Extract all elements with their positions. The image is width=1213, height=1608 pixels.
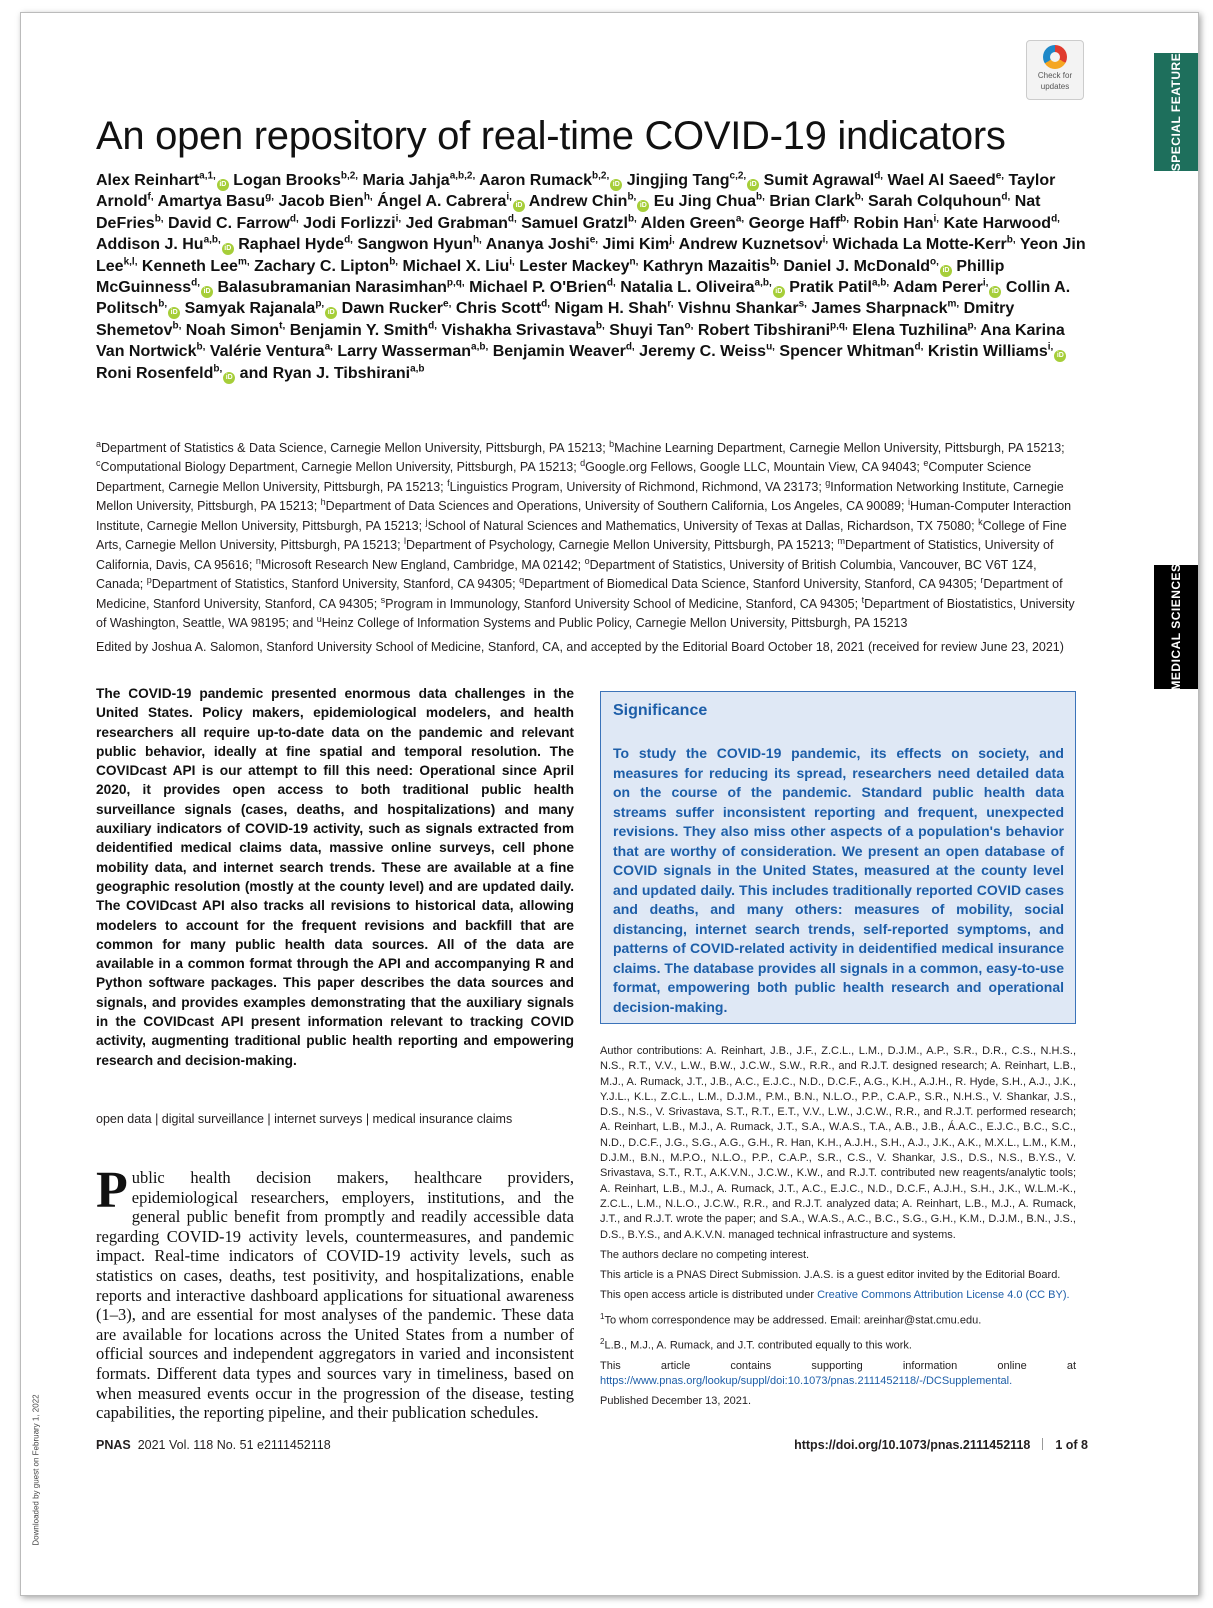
author-affil-sup: i, <box>395 213 402 225</box>
author-affil-sup: p,q, <box>446 277 465 289</box>
author-name-text: Addison J. Hu <box>96 236 204 254</box>
affil-letter: r <box>980 575 984 586</box>
affil-letter: a <box>96 439 102 449</box>
author-name-text: Dawn Rucker <box>337 300 444 318</box>
orcid-icon[interactable]: iD <box>325 307 337 319</box>
author-name-text: Ana Karina Van Nortwick <box>96 321 1065 361</box>
competing-interest: The authors declare no competing interest. <box>600 1248 810 1261</box>
special-feature-label: SPECIAL FEATURE <box>1169 52 1183 172</box>
affil-sep: ; <box>916 460 924 475</box>
author-name-text: Collin A. Politsch <box>96 279 1071 318</box>
author-affil-sup: u, <box>766 341 775 353</box>
author-name-text: Michael P. O'Brien <box>464 279 607 297</box>
footer-divider <box>1042 1438 1043 1450</box>
published-date: Published December 13, 2021. <box>600 1395 752 1408</box>
affil-letter: g <box>825 477 831 488</box>
drop-cap: P <box>96 1162 128 1219</box>
medical-sciences-label: MEDICAL SCIENCES <box>1169 563 1183 691</box>
author-affil-sup: a, <box>735 213 745 225</box>
affil-letter: l <box>404 536 407 547</box>
author-name-text: Kate Harwood <box>939 214 1052 232</box>
affil-letter: k <box>978 516 983 527</box>
author-name-text: Vishnu Shankar <box>673 300 799 318</box>
author-affil-sup: a,1, <box>199 170 216 182</box>
affil-letter: m <box>837 536 846 547</box>
author-affil-sup: e, <box>589 234 599 246</box>
journal-name: PNAS <box>96 1438 131 1452</box>
author-name-text: Zachary C. Lipton <box>249 257 390 275</box>
author-affil-sup: a, <box>324 341 333 353</box>
affil-text: Computer Science Department, Carnegie Mellon University, Pittsburgh, PA 15213 <box>96 460 1032 495</box>
supp-prefix: This article contains supporting information online at <box>600 1359 1076 1372</box>
orcid-icon[interactable]: iD <box>610 179 622 191</box>
body-text <box>96 1162 574 1423</box>
orcid-icon[interactable]: iD <box>217 179 229 191</box>
author-name-text: Benjamin Weaver <box>488 343 626 361</box>
note-text: To whom correspondence may be addressed. Email: areinhar@stat.cmu.edu. <box>604 1314 982 1327</box>
author-name-text: Sumit Agrawal <box>759 172 875 189</box>
citation-text: 2021 Vol. 118 No. 51 e2111452118 <box>137 1438 331 1452</box>
author-name-text: Chris Scott <box>451 300 542 318</box>
affil-letter: s <box>380 594 386 605</box>
article-title: An open repository of real-time COVID-19 indicators <box>96 114 1006 158</box>
author-affil-sup: i, <box>1047 341 1054 353</box>
download-note-text: Downloaded by guest on February 1, 2022 <box>31 1394 41 1546</box>
medical-sciences-tab <box>1154 565 1198 689</box>
affil-text: Google.org Fellows, Google LLC, Mountain View, CA 94043 <box>585 460 917 475</box>
significance-box <box>600 691 1076 1024</box>
affil-sep: ; <box>577 557 585 572</box>
affil-text: Department of Data Sciences and Operations, University of Southern California, Los Angeles, CA 90089 <box>325 499 901 514</box>
orcid-icon[interactable]: iD <box>513 200 525 212</box>
author-affil-sup: b,2, <box>592 170 610 182</box>
author-affil-sup: b, <box>854 192 864 204</box>
author-name-text: Elena Tuzhilina <box>847 321 968 339</box>
author-name-text: Raphael Hyde <box>233 236 345 254</box>
download-note <box>30 1390 42 1550</box>
orcid-icon[interactable]: iD <box>222 243 234 255</box>
author-name-text: Pratik Patil <box>784 279 872 297</box>
author-name-text: Alex Reinhart <box>96 172 200 189</box>
page-number: 1 of 8 <box>1055 1438 1088 1452</box>
orcid-icon[interactable]: iD <box>201 286 213 298</box>
author-name-text: Aaron Rumack <box>475 172 593 189</box>
author-name-text: Roni Rosenfeld <box>96 364 214 382</box>
author-name-text: Valérie Ventura <box>205 343 325 361</box>
author-name-text: Daniel J. McDonald <box>778 257 931 275</box>
author-affil-sup: b, <box>840 213 850 225</box>
author-name-text: Ángel A. Cabrera <box>372 193 507 211</box>
author-name-text: Amartya Basu <box>153 193 266 211</box>
significance-title: Significance <box>613 702 708 719</box>
orcid-icon[interactable]: iD <box>940 265 952 277</box>
author-affil-sup: i, <box>509 256 515 268</box>
author-affil-sup: d, <box>191 277 201 289</box>
author-name-text: Vishakha Srivastava <box>437 321 596 339</box>
direct-submission: This article is a PNAS Direct Submission. J.A.S. is a guest editor invited by the Editorial Board. <box>600 1269 1061 1282</box>
keywords: open data | digital surveillance | internet surveys | medical insurance claims <box>96 1112 513 1126</box>
author-affil-sup: a,b <box>410 363 425 375</box>
affil-sep: ; <box>512 577 520 592</box>
affil-letter: d <box>580 458 586 469</box>
affil-text: Department of Psychology, Carnegie Mellon University, Pittsburgh, PA 15213 <box>406 538 831 553</box>
author-name-text: Kenneth Lee <box>137 257 238 275</box>
affil-letter: c <box>96 458 101 469</box>
author-name-text: Logan Brooks <box>228 172 341 189</box>
author-name-text: Jingjing Tang <box>622 172 730 189</box>
affil-sep: ; <box>1061 441 1065 456</box>
author-name-text: Shuyi Tan <box>604 321 685 339</box>
author-name-text: Jacob Bien <box>274 193 364 211</box>
author-name-text: Maria Jahja <box>358 172 450 189</box>
affil-text: Heinz College of Information Systems and Public Policy, Carnegie Mellon University, Pittsburgh, PA 15213 <box>321 616 908 631</box>
author-affil-sup: d, <box>606 277 616 289</box>
body-paragraph: ublic health decision makers, healthcare providers, epidemiological researchers, employers, institutions, and the general public benefit from promptly and readily accessible data regarding COVID-19 activity levels, countermeasures, and pandemic impact. Real-time indicators of COVID-19 activity levels, such as statistics on cases, deaths, test positivity, and hospitalizations, enable reports and interactive dashboard applications for situational awareness (1–3), and are essential for most analyses of the pandemic. These data are available for locations across the United States from a number of official sources and independent aggregators in varied and inconsistent formats. Different data types and sources vary in timeliness, based on when measured events occur in the progression of the disease, testing capabilities, the reporting pipeline, and their publication schedules. <box>96 1168 574 1423</box>
affil-letter: n <box>255 555 261 566</box>
affil-letter: e <box>923 458 929 469</box>
affil-sep: ; <box>139 577 147 592</box>
author-name-text: Samuel Gratzl <box>516 214 628 232</box>
author-affil-sup: d, <box>428 320 437 332</box>
author-affil-sup: e, <box>443 299 452 311</box>
author-affil-sup: i, <box>933 213 940 225</box>
check-for-updates-badge[interactable] <box>1026 40 1084 100</box>
orcid-icon[interactable]: iD <box>773 286 785 298</box>
badge-line-1: Check for <box>1037 71 1073 80</box>
affil-sep: ; <box>854 596 862 611</box>
author-affil-sup: p,q, <box>830 320 848 332</box>
author-name-text: Andrew Kuznetsov <box>674 236 823 254</box>
affil-sep: ; <box>313 499 321 514</box>
affil-text: College of Fine Arts, Carnegie Mellon University, Pittsburgh, PA 15213 <box>96 518 1067 553</box>
author-name-text: Dmitry Shemetov <box>96 300 1015 339</box>
author-affil-sup: d, <box>541 299 551 311</box>
affil-sep: ; <box>901 499 908 514</box>
abstract: The COVID-19 pandemic presented enormous data challenges in the United States. Policy makers, epidemiological modelers, and health researchers all require up-to-date data on the pandemic and relevant public behavior, ideally at fine spatial and temporal resolution. The COVIDcast API is our attempt to fill this need: Operational since April 2020, it provides open access to both traditional public health surveillance signals (cases, deaths, and hospitalizations) and many auxiliary indicators of COVID-19 activity, such as signals extracted from deidentified medical claims data, massive online surveys, cell phone mobility data, and internet search trends. These are available at a fine geographic resolution (mostly at the county level) and are updated daily. The COVIDcast API also tracks all revisions to historical data, allowing modelers to account for the frequent revisions and backfill that are common for many public health data sources. All of the data are available in a common format through the API and accompanying R and Python software packages. This paper describes the data sources and signals, and provides examples demonstrating that the auxiliary signals in the COVIDcast API present information relevant to tracking COVID activity, augmenting traditional public health reporting and empowering research and decision-making. <box>96 686 574 1068</box>
author-affil-sup: a,b, <box>203 234 221 246</box>
author-affil-sup: b, <box>1006 234 1016 246</box>
author-name-text: Larry Wasserman <box>332 343 472 361</box>
affil-sep: ; <box>248 557 256 572</box>
author-name-text: Yeon Jin Lee <box>96 236 1086 275</box>
affil-letter: o <box>584 555 590 566</box>
orcid-icon[interactable]: iD <box>168 307 180 319</box>
author-affil-sup: d, <box>289 213 299 225</box>
author-affil-sup: k,l, <box>123 256 138 268</box>
author-affil-sup: i, <box>982 277 989 289</box>
orcid-icon[interactable]: iD <box>223 372 235 384</box>
affil-text: Linguistics Program, University of Richmond, Richmond, VA 23173 <box>449 480 819 495</box>
doi-link[interactable]: https://doi.org/10.1073/pnas.2111452118 <box>794 1438 1031 1452</box>
author-name-text: Samyak Rajanala <box>180 300 316 318</box>
affil-text: Department of Statistics & Data Science, Carnegie Mellon University, Pittsburgh, PA 15213 <box>101 441 603 456</box>
author-name-text: Nigam H. Shah <box>550 300 668 318</box>
author-affil-sup: g, <box>265 192 274 204</box>
author-affil-sup: d, <box>507 213 517 225</box>
orcid-icon[interactable]: iD <box>637 200 649 212</box>
author-list <box>96 170 1086 384</box>
affil-sep: ; <box>818 480 826 495</box>
author-name-text: Phillip McGuinness <box>96 257 1005 297</box>
footer-citation <box>96 1438 331 1452</box>
affil-letter: u <box>316 614 322 625</box>
affil-letter: j <box>425 516 428 527</box>
author-affil-sup: f, <box>147 192 154 204</box>
affil-text: Department of Biostatistics, University of Washington, Seattle, WA 98195 <box>96 596 1075 631</box>
author-affil-sup: a,b, <box>471 341 489 353</box>
author-affil-sup: d, <box>1001 192 1011 204</box>
affiliations <box>96 437 1086 632</box>
affil-text: Computational Biology Department, Carnegie Mellon University, Pittsburgh, PA 15213 <box>100 460 574 475</box>
author-affil-sup: m, <box>947 299 960 311</box>
badge-line-2: updates <box>1040 82 1070 91</box>
affil-sep: ; <box>830 538 838 553</box>
affil-letter: f <box>447 477 450 488</box>
affil-sep: ; <box>573 460 581 475</box>
supp-link[interactable]: https://www.pnas.org/lookup/suppl/doi:10.1073/pnas.2111452118/-/DCSupplemental. <box>600 1374 1013 1387</box>
affil-sep: ; <box>373 596 381 611</box>
affil-letter: b <box>609 439 615 449</box>
author-name-text: Wichada La Motte-Kerr <box>828 236 1007 254</box>
correspondence-note <box>600 1309 1076 1329</box>
affil-sep: ; <box>397 538 405 553</box>
author-affil-sup: d, <box>914 341 924 353</box>
footer-doi <box>794 1438 1088 1452</box>
author-name-text: Benjamin Y. Smith <box>285 321 429 339</box>
author-affil-sup: a,b,2, <box>449 170 476 182</box>
affil-text: Department of Biomedical Data Science, Stanford University, Stanford, CA 94305 <box>524 577 974 592</box>
author-name-text: Lester Mackey <box>514 257 630 275</box>
orcid-icon[interactable]: iD <box>747 179 759 191</box>
affil-text: School of Natural Sciences and Mathematics, University of Texas at Dallas, Richardson, TX 75080 <box>427 518 972 533</box>
author-affil-sup: b,2, <box>340 170 359 182</box>
author-affil-sup: b, <box>196 341 206 353</box>
author-name-text: Wael Al Saeed <box>883 172 996 189</box>
author-name-text: Andrew Chin <box>524 193 628 211</box>
license-prefix: This open access article is distributed under <box>600 1289 818 1302</box>
author-name-text: Robert Tibshirani <box>693 321 831 339</box>
equal-contribution-note <box>600 1334 1076 1354</box>
affil-text: Department of Statistics, Stanford University, Stanford, CA 94305 <box>151 577 513 592</box>
affil-sep: ; <box>440 480 448 495</box>
author-affil-sup: b, <box>172 320 182 332</box>
special-feature-tab <box>1154 53 1198 171</box>
orcid-icon[interactable]: iD <box>989 286 1001 298</box>
author-affil-sup: b, <box>158 299 168 311</box>
affil-text: Department of Medicine, Stanford University, Stanford, CA 94305 <box>96 577 1063 611</box>
license-link[interactable]: Creative Commons Attribution License 4.0 (CC BY). <box>817 1289 1070 1302</box>
author-contributions: Author contributions: A. Reinhart, J.B., J.F., Z.C.L., L.M., D.J.M., A.P., S.R., D.R., C.S., N.H.S., N.S., R.T., V.V., L.W., B.W., J.C.W., S.W., R.R., and R.J.T. designed research; A. Reinhart, L.B., M.J., A. Rumack, J.T., J.B., A.C., E.J.C., N.D., D.C.F., A.G., K.H., A.J.H., R. Hyde, S.H., A.J., J.K., Y.J.L., K.L., Z.C.L., L.M., D.J.M., P.M., B.N., N.L.O., P.P., C.A.P., S.R., N.H.S., V. Shankar, J.S., D.S., N.S., V. Srivastava, S.T., R.T., E.T., V.V., L.W., J.C.W., R.R., and R.J.T. performed research; A. Reinhart, L.B., M.J., A. Rumack, J.T., S.A., W.A.S., T.A., A.B., J.B., Á.A.C., E.J.C., B.C., S.C., N.D., D.C.F., J.G., S.G., A.G., G.H., R. Han, K.H., A.J.H., S.H., A.J., J.K., A.K., M.X.L., L.M., K.M., D.J.M., B.N., M.P.O., N.L.O., P.P., C.A.P., S.R., C.S., V. Shankar, J.S., D.S., N.S., B.Y.S., V. Srivastava, S.T., R.T., A.K.V.N., J.C.W., K.W., and R.J.T. contributed new reagents/analytic tools; A. Reinhart, L.B., M.J., A. Rumack, J.T., A.C., E.J.C., N.D., D.C.F., A.J.H., S.H., J.K., W.L.M.-K., Z.C.L., L.M., N.L.O., J.C.W., R.R., and R.J.T. analyzed data; A. Reinhart, L.B., M.J., A. Rumack, J.T., and R.J.T. wrote the paper; and S.A., W.A.S., A.C., B.C., S.G., G.H., K.M., D.J.M., B.N., J.S., D.S., B.Y.S., and A.K.V.N. managed technical infrastructure and systems. <box>600 1045 1076 1241</box>
author-name-text: Alden Green <box>636 214 736 232</box>
author-name-text: James Sharpnack <box>806 300 948 318</box>
note-number: 1 <box>600 1311 605 1321</box>
author-affil-sup: d, <box>874 170 884 182</box>
author-name-text: Natalia L. Oliveira <box>615 279 755 297</box>
author-affil-sup: p, <box>315 299 325 311</box>
author-name-text: Nat DeFries <box>96 193 1041 232</box>
affil-text: Human-Computer Interaction Institute, Carnegie Mellon University, Pittsburgh, PA 15213 <box>96 499 1072 533</box>
author-affil-sup: s, <box>798 299 807 311</box>
affil-text: Program in Immunology, Stanford University School of Medicine, Stanford, CA 94305 <box>385 596 855 611</box>
author-affil-sup: m, <box>237 256 250 268</box>
author-affil-sup: d, <box>1051 213 1060 225</box>
significance-text: To study the COVID-19 pandemic, its effects on society, and measures for reducing its spread, researchers need detailed data on the course of the pandemic. Standard public health data streams suffer inconsistent reporting and frequent, unexpected revisions. They also miss other aspects of a population's behavior that are worthy of consideration. We present an open database of COVID signals in the United States, measured at the county level and updated daily. This includes traditionally reported COVID cases and deaths, and many others: measures of mobility, social distancing, internet search trends, self-reported symptoms, and patterns of COVID-related activity in deidentified medical insurance claims. The database provides all signals in a common, easy-to-use format, empowering both public health research and operational decision-making. <box>613 745 1064 1015</box>
author-affil-sup: i, <box>506 192 512 204</box>
orcid-icon[interactable]: iD <box>1054 350 1066 362</box>
author-name-text: George Haff <box>744 214 841 232</box>
note-number: 2 <box>600 1336 605 1346</box>
author-affil-sup: t, <box>279 320 286 332</box>
author-name-text: Robin Han <box>849 214 934 232</box>
affil-sep: ; and <box>285 616 317 631</box>
affil-text: Machine Learning Department, Carnegie Mellon University, Pittsburgh, PA 15213 <box>614 441 1062 456</box>
affil-letter: q <box>519 575 525 586</box>
author-affil-sup: b, <box>627 192 637 204</box>
affil-letter: p <box>146 575 152 586</box>
author-name-text: Eu Jing Chua <box>649 193 757 211</box>
author-affil-sup: i, <box>822 234 829 246</box>
author-name-text: Taylor Arnold <box>96 172 1056 211</box>
affil-text: Department of Statistics, University of California, Davis, CA 95616 <box>96 538 1054 572</box>
author-name-text: Jeremy C. Weiss <box>634 343 767 361</box>
author-affil-sup: b, <box>154 213 164 225</box>
author-name-text: Sangwon Hyun <box>352 236 473 254</box>
note-text: L.B., M.J., A. Rumack, and J.T. contributed equally to this work. <box>604 1339 912 1352</box>
author-name-text: Michael X. Liu <box>398 257 510 275</box>
author-affil-sup: h, <box>363 192 373 204</box>
author-name-text: Sarah Colquhoun <box>863 193 1002 211</box>
author-affil-sup: b, <box>756 192 765 204</box>
author-affil-sup: p, <box>967 320 977 332</box>
affil-sep: ; <box>602 441 610 456</box>
author-affil-sup: o, <box>684 320 694 332</box>
author-name-text: Jodi Forlizzi <box>298 214 396 232</box>
author-affil-sup: b, <box>213 363 223 375</box>
affil-letter: t <box>861 594 865 605</box>
author-name-text: David C. Farrow <box>163 214 290 232</box>
author-affil-sup: a,b, <box>871 277 890 289</box>
author-affil-sup: d, <box>344 234 353 246</box>
affil-text: Department of Statistics, University of British Columbia, Vancouver, BC V6T 1Z4, Canada <box>96 557 1037 592</box>
author-affil-sup: b, <box>389 256 399 268</box>
license-note <box>600 1288 1076 1303</box>
author-affil-sup: a,b, <box>754 277 772 289</box>
author-affil-sup: o, <box>930 256 939 268</box>
edited-by: Edited by Joshua A. Salomon, Stanford University School of Medicine, Stanford, CA, and accepted by the Editorial Board October 18, 2021 (received for review June 23, 2021) <box>96 640 1064 654</box>
author-name-text: Ananya Joshi <box>481 236 590 254</box>
author-affil-sup: b, <box>595 320 605 332</box>
affil-letter: i <box>907 497 910 508</box>
affil-letter: h <box>320 497 326 508</box>
author-name-text: Adam Perer <box>889 279 983 297</box>
affil-sep: ; <box>418 518 426 533</box>
author-name-text: and Ryan J. Tibshirani <box>235 364 411 382</box>
author-affil-sup: r, <box>667 299 674 311</box>
supporting-info-note <box>600 1359 1076 1390</box>
author-affil-sup: b, <box>770 256 779 268</box>
author-affil-sup: e, <box>995 170 1005 182</box>
author-name-text: Kathryn Mazaitis <box>638 257 771 275</box>
article-notes <box>600 1044 1076 1415</box>
author-affil-sup: n, <box>629 256 639 268</box>
author-name-text: Kristin Williams <box>923 343 1048 361</box>
crossmark-icon <box>1043 45 1067 69</box>
author-name-text: Brian Clark <box>764 193 855 211</box>
affil-sep: ; <box>973 577 981 592</box>
affil-text: Microsoft Research New England, Cambridge, MA 02142 <box>260 557 578 572</box>
author-name-text: Balasubramanian Narasimhan <box>213 279 447 297</box>
author-affil-sup: c,2, <box>729 170 747 182</box>
author-affil-sup: b, <box>627 213 637 225</box>
author-name-text: Noah Simon <box>181 321 280 339</box>
affil-sep: ; <box>971 518 979 533</box>
affil-text: Information Networking Institute, Carnegie Mellon University, Pittsburgh, PA 15213 <box>96 480 1064 514</box>
author-name-text: Spencer Whitman <box>774 343 915 361</box>
author-affil-sup: h, <box>472 234 482 246</box>
author-affil-sup: d, <box>625 341 635 353</box>
author-name-text: Jimi Kim <box>598 236 670 254</box>
author-affil-sup: j, <box>669 234 675 246</box>
author-name-text: Jed Grabman <box>401 214 508 232</box>
